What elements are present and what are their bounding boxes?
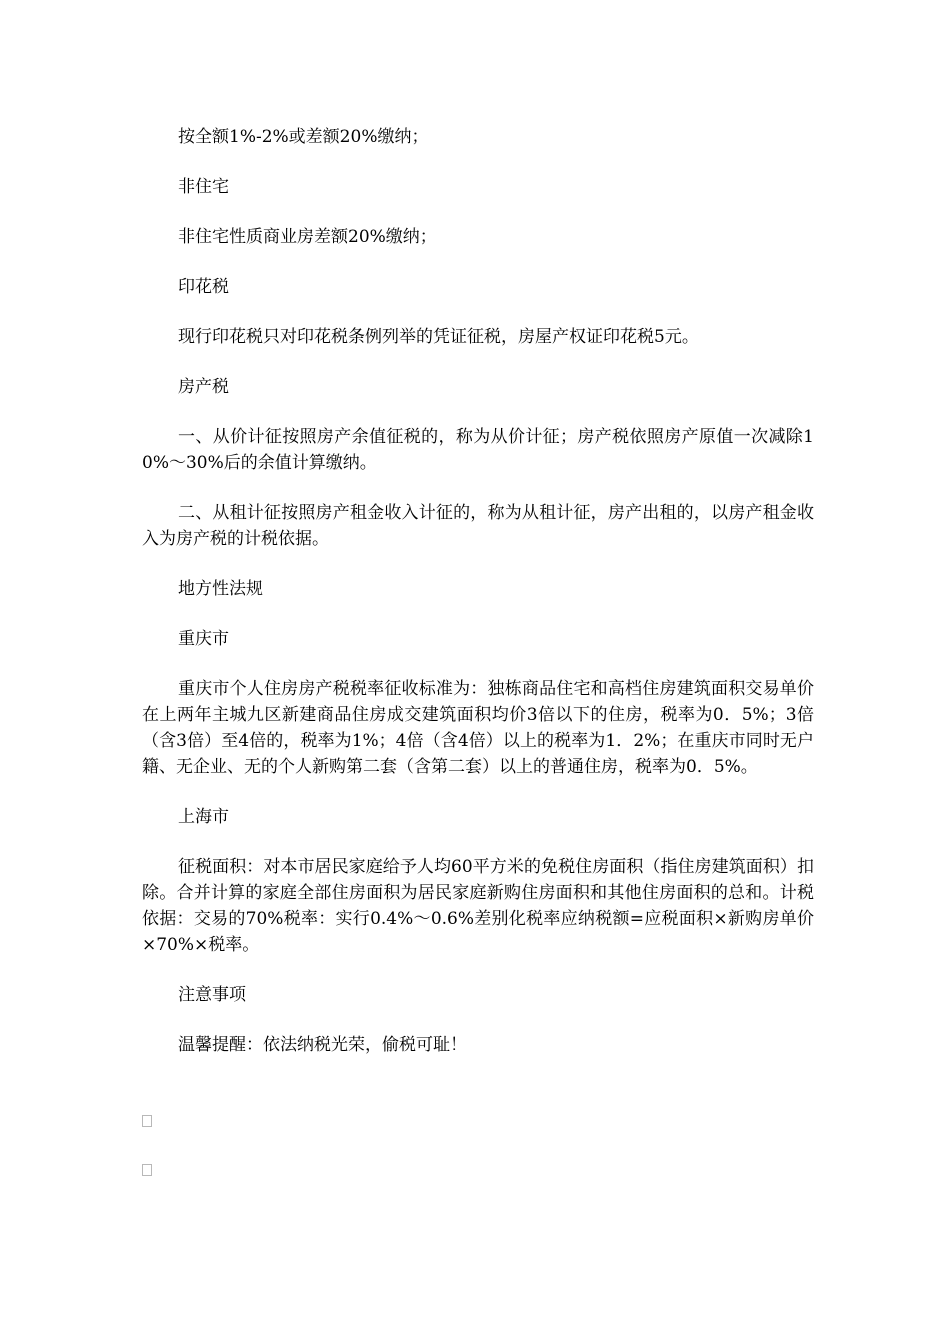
paragraph-shanghai: 征税面积：对本市居民家庭给予人均60平方米的免税住房面积（指住房建筑面积）扣除。合并计算的家庭全部住房面积为居民家庭新购住房面积和其他住房面积的总和。计税依据：交易的70%税率：实行0.4%～0.6%差别化税率应纳税额=应税面积×新购房单价×70%×税率。 xyxy=(142,857,814,955)
placeholder-box-icon xyxy=(142,1164,152,1176)
placeholder-box-icon xyxy=(142,1115,152,1127)
heading-local-regulations: 地方性法规 xyxy=(178,579,263,599)
heading-chongqing: 重庆市 xyxy=(178,629,229,649)
heading-property-tax: 房产税 xyxy=(178,377,229,397)
document-body xyxy=(142,124,814,1058)
paragraph-stamp-tax: 现行印花税只对印花税条例列举的凭证征税，房屋产权证印花税5元。 xyxy=(178,327,699,347)
heading-stamp-tax: 印花税 xyxy=(178,277,229,297)
heading-shanghai: 上海市 xyxy=(178,807,229,827)
heading-non-residential: 非住宅 xyxy=(178,177,229,197)
paragraph-rent-based: 二、从租计征按照房产租金收入计征的，称为从租计征，房产出租的，以房产租金收入为房产税的计税依据。 xyxy=(142,503,814,549)
paragraph-tax-rate: 按全额1%-2%或差额20%缴纳； xyxy=(178,127,429,147)
heading-notes: 注意事项 xyxy=(178,985,246,1005)
paragraph-reminder: 温馨提醒：依法纳税光荣，偷税可耻！ xyxy=(178,1035,467,1055)
paragraph-non-residential: 非住宅性质商业房差额20%缴纳； xyxy=(178,227,437,247)
paragraph-value-based: 一、从价计征按照房产余值征税的，称为从价计征；房产税依照房产原值一次减除10%～30%后的余值计算缴纳。 xyxy=(142,427,814,473)
paragraph-chongqing: 重庆市个人住房房产税税率征收标准为：独栋商品住宅和高档住房建筑面积交易单价在上两年主城九区新建商品住房成交建筑面积均价3倍以下的住房，税率为0．5%；3倍（含3倍）至4倍的，税率为1%；4倍（含4倍）以上的税率为1．2%；在重庆市同时无户籍、无企业、无的个人新购第二套（含第二套）以上的普通住房，税率为0．5%。 xyxy=(142,679,814,777)
